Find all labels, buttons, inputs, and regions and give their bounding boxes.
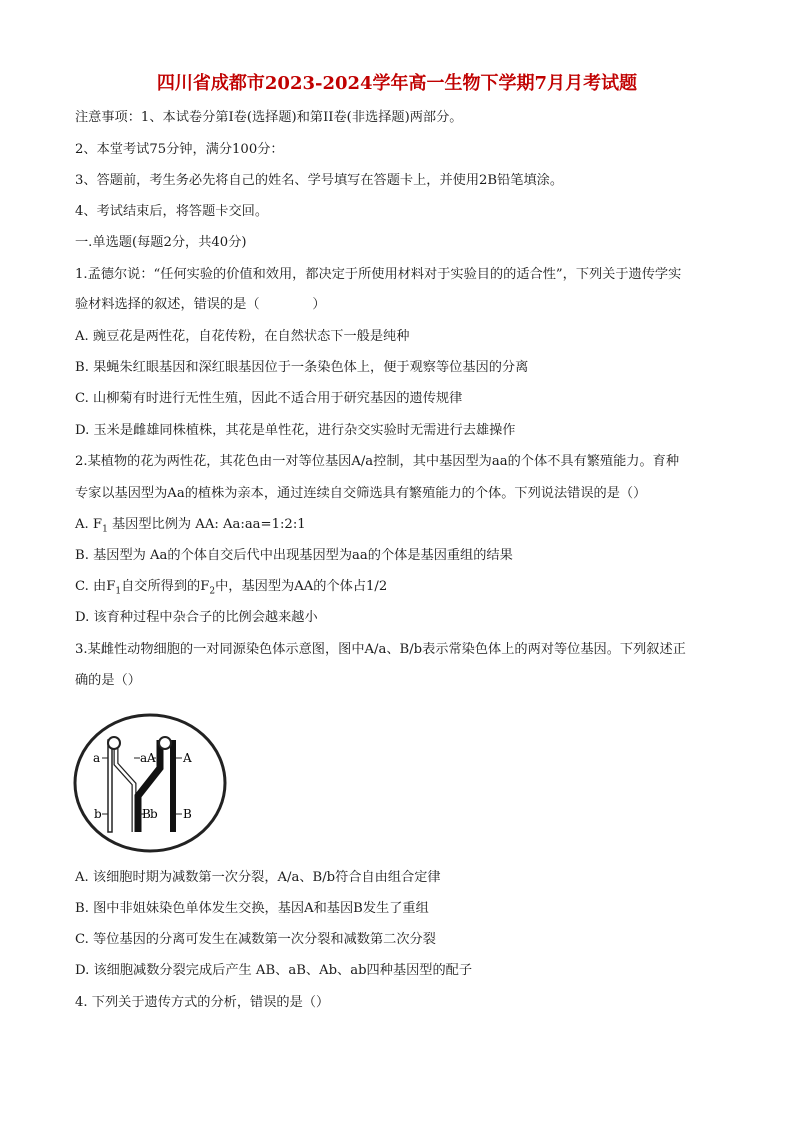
q3-option-b: B. 图中非姐妹染色单体发生交换，基因A和基因B发生了重组 <box>75 901 429 916</box>
centromere-right <box>159 737 171 749</box>
q3-option-a: A. 该细胞时期为减数第一次分裂，A/a、B/b符合自由组合定律 <box>75 870 441 885</box>
q2-option-b: B. 基因型为 Aa的个体自交后代中出现基因型为aa的个体是基因重组的结果 <box>75 548 513 563</box>
q1-option-d: D. 玉米是雌雄同株植株，其花是单性花，进行杂交实验时无需进行去雄操作 <box>75 423 516 438</box>
q3-stem-line-2: 确的是（） <box>75 673 141 688</box>
q2-option-a-sub: 1 <box>102 524 108 535</box>
q2-option-a-rest: 基因型比例为 AA: Aa:aa=1:2:1 <box>107 517 306 532</box>
q4-stem-line-1: 4. 下列关于遗传方式的分析，错误的是（） <box>75 995 330 1010</box>
chromosome-diagram <box>72 712 228 854</box>
q2-stem-line-1: 2.某植物的花为两性花，其花色由一对等位基因A/a控制，其中基因型为aa的个体不具有繁殖能力。育种 <box>75 454 680 469</box>
label-B1: B <box>142 807 151 821</box>
label-b2: b <box>150 807 158 821</box>
notice-line-1: 注意事项：1、本试卷分第Ⅰ卷(选择题)和第II卷(非选择题)两部分。 <box>75 110 463 125</box>
label-a1: a <box>93 751 101 765</box>
q3-option-c: C. 等位基因的分离可发生在减数第一次分裂和减数第二次分裂 <box>75 932 436 947</box>
label-a2: a <box>140 751 148 765</box>
page-title: 四川省成都市2023-2024学年高一生物下学期7月月考试题 <box>156 73 638 94</box>
q2-stem-line-2: 专家以基因型为Aa的植株为亲本，通过连续自交筛选具有繁殖能力的个体。下列说法错误的是（） <box>75 486 647 501</box>
q2-option-a-prefix: A. F <box>75 517 103 532</box>
q1-stem-line-1: 1.孟德尔说：“任何实验的价值和效用，都决定于所使用材料对于实验目的的适合性”，下列关于遗传学实 <box>75 267 682 282</box>
q2-option-c <box>75 578 387 601</box>
q1-option-a: A. 豌豆花是两性花，自花传粉，在自然状态下一般是纯种 <box>75 329 410 344</box>
q2-option-c-mid: 自交所得到的F <box>121 579 210 594</box>
q2-option-c-rest: 中，基因型为AA的个体占1/2 <box>215 579 388 594</box>
chromatid-1 <box>108 740 112 832</box>
q3-stem-line-1: 3.某雌性动物细胞的一对同源染色体示意图，图中A/a、B/b表示常染色体上的两对等位基因。下列叙述正 <box>75 642 686 657</box>
q3-option-d: D. 该细胞减数分裂完成后产生 AB、aB、Ab、ab四种基因型的配子 <box>75 963 473 978</box>
notice-line-4: 4、考试结束后，将答题卡交回。 <box>75 204 269 219</box>
notice-line-3: 3、答题前，考生务必先将自己的姓名、学号填写在答题卡上，并使用2B铅笔填涂。 <box>75 173 564 188</box>
notice-line-2: 2、本堂考试75分钟，满分100分： <box>75 142 284 157</box>
q2-option-a <box>75 516 306 539</box>
label-A2: A <box>183 751 192 765</box>
q1-option-c: C. 山柳菊有时进行无性生殖，因此不适合用于研究基因的遗传规律 <box>75 391 463 406</box>
q2-option-c-sub1: 1 <box>115 586 122 597</box>
q2-option-c-sub2: 2 <box>209 586 216 597</box>
q1-option-b: B. 果蝇朱红眼基因和深红眼基因位于一条染色体上，便于观察等位基因的分离 <box>75 360 529 375</box>
label-b1: b <box>94 807 102 821</box>
q2-option-d: D. 该育种过程中杂合子的比例会越来越小 <box>75 610 318 625</box>
q2-option-c-prefix: C. 由F <box>75 579 116 594</box>
section-heading: 一.单选题(每题2分，共40分) <box>75 235 247 250</box>
chromatid-4 <box>170 740 176 832</box>
label-A1: A <box>147 751 156 765</box>
centromere-left <box>108 737 120 749</box>
q1-stem-line-2: 验材料选择的叙述，错误的是（ ） <box>75 297 326 312</box>
label-B2: B <box>183 807 192 821</box>
